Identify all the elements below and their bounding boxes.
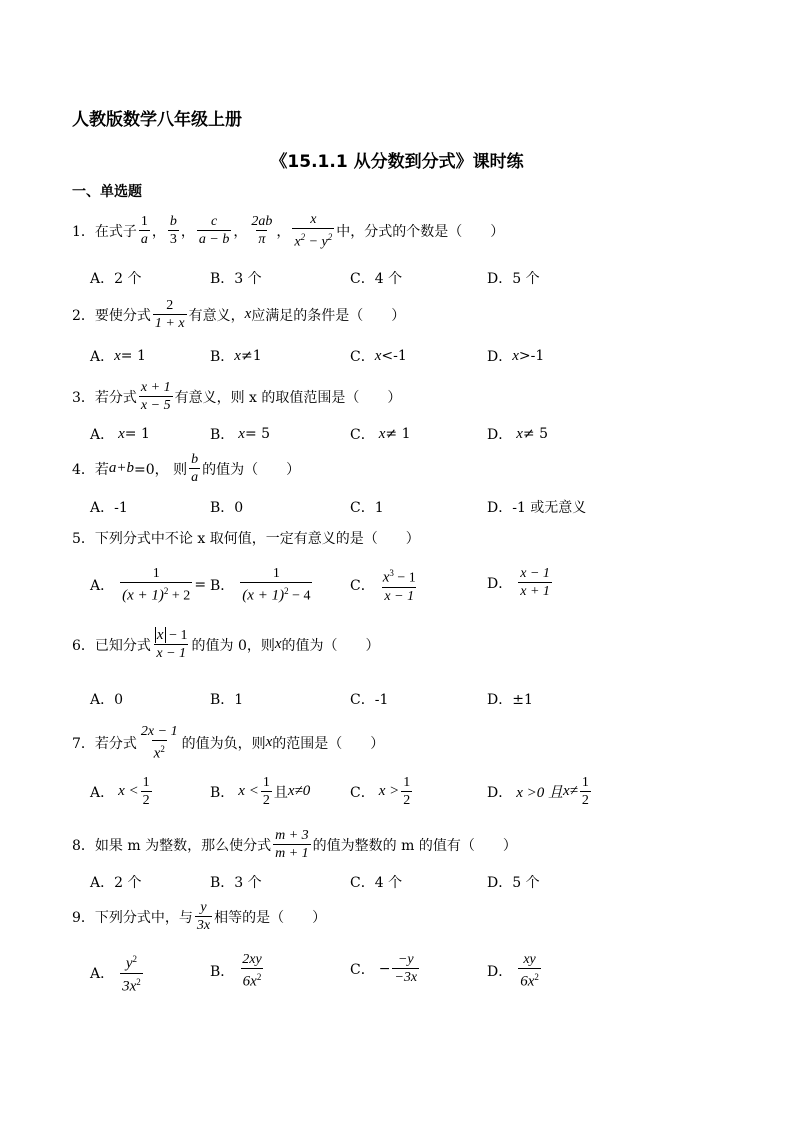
question-6: 6．已知分式 $\frac{x - 1}{x - 1}$ 的值为 0，则 x 的值为（ ） (72, 627, 380, 661)
option-c[interactable]: C．4 个 (350, 271, 403, 287)
option-b[interactable]: B．1 (210, 692, 244, 708)
option-b[interactable]: B． $\frac{2xy}{6x^2}$ (210, 952, 262, 990)
option-c[interactable]: C．-1 (350, 692, 389, 708)
option-b[interactable]: B． $\frac{1}{(x + 1)^2 - 4}$ (210, 566, 311, 604)
option-a[interactable]: A． $\frac{y^2}{3x^2}$ (90, 954, 141, 995)
option-d[interactable]: D． x >-1 (487, 347, 545, 365)
option-a[interactable]: A． $\frac{1}{(x + 1)^2 + 2}$ = (90, 566, 207, 604)
fraction: $\frac{2x - 1}{x^2}$ (140, 724, 178, 762)
option-b[interactable]: B． x < $\frac{1}{2}$ 且 x≠0 (210, 775, 311, 808)
options-row (0, 689, 794, 729)
question-7: 7．若分式 $\frac{2x - 1}{x^2}$ 的值为负，则 x 的范围是（ ） (72, 724, 385, 762)
option-b[interactable]: B．3 个 (210, 875, 262, 891)
question-8: 8．如果 m 为整数，那么使分式 $\frac{m + 3}{m + 1}$ 的值为整数的 m 的值有（ ） (72, 828, 517, 861)
option-b[interactable]: B．3 个 (210, 271, 262, 287)
fraction: $\frac{2ab}{\pi}$ (251, 214, 273, 248)
question-5: 5．下列分式中不论 x 取何值，一定有意义的是（ ） (72, 531, 420, 547)
option-d[interactable]: D． $\frac{x - 1}{x + 1}$ (487, 566, 550, 599)
options-row (0, 952, 794, 995)
option-b[interactable]: B． x ≠1 (210, 347, 262, 365)
option-d[interactable]: D． $\frac{xy}{6x^2}$ (487, 952, 539, 990)
option-c[interactable]: C． $\frac{x^3 - 1}{x - 1}$ (350, 568, 416, 604)
fraction: $\frac{x}{x^2 - y^2}$ (294, 212, 333, 250)
fraction: $\frac{2}{1 + x}$ (154, 298, 185, 331)
fraction: $\frac{b}{a}$ (191, 452, 199, 485)
fraction: $\frac{c}{a - b}$ (198, 214, 230, 248)
question-3: 3．若分式 $\frac{x + 1}{x - 5}$ 有意义，则 x 的取值范围是（ ） (72, 380, 402, 413)
section-heading: 一、单选题 (72, 184, 142, 200)
fraction: $\frac{1}{a}$ (140, 214, 148, 248)
fraction: $\frac{x - 1}{x - 1}$ (156, 627, 188, 661)
option-a[interactable]: A． x = 1 (90, 425, 150, 443)
question-1: 1．在式子 $\frac{1}{a}$ ， $\frac{b}{3}$ ， $\frac{c}{a - b}$ ， $\frac{2ab}{\pi}$ ， $\frac{x}{x^2 - y^2}$ 中，分式的个数是（ ） (72, 212, 505, 250)
fraction: $\frac{b}{3}$ (169, 214, 177, 248)
page-title: 《15.1.1 从分数到分式》课时练 (270, 152, 524, 172)
option-b[interactable]: B． x = 5 (210, 425, 271, 443)
option-a[interactable]: A．2 个 (90, 271, 142, 287)
fraction: $\frac{x + 1}{x - 5}$ (140, 380, 171, 413)
option-d[interactable]: D． x >0 且 x≠ $\frac{1}{2}$ (487, 775, 589, 808)
option-c[interactable]: C． x > $\frac{1}{2}$ (350, 775, 411, 808)
option-c[interactable]: C．4 个 (350, 875, 403, 891)
option-c[interactable]: C．1 (350, 500, 384, 516)
option-d[interactable]: D．-1 或无意义 (487, 500, 587, 516)
question-text: 中，分式的个数是（ ） (336, 223, 505, 240)
question-text: 1．在式子 (72, 223, 137, 240)
option-a[interactable]: A．2 个 (90, 875, 142, 891)
options-row (0, 775, 794, 815)
option-d[interactable]: D．5 个 (487, 875, 540, 891)
option-d[interactable]: D．±1 (487, 692, 533, 708)
options-row (0, 566, 794, 606)
textbook-header: 人教版数学八年级上册 (72, 110, 242, 130)
option-c[interactable]: C． − $\frac{-y}{-3x}$ (350, 952, 418, 985)
option-b[interactable]: B．0 (210, 500, 244, 516)
option-d[interactable]: D．5 个 (487, 271, 540, 287)
option-a[interactable]: A．-1 (90, 500, 128, 516)
fraction: $\frac{y}{3x}$ (196, 900, 211, 933)
option-a[interactable]: A．0 (90, 692, 124, 708)
question-9: 9．下列分式中，与 $\frac{y}{3x}$ 相等的是（ ） (72, 900, 327, 933)
option-c[interactable]: C． x <-1 (350, 347, 407, 365)
option-c[interactable]: C． x ≠ 1 (350, 425, 411, 443)
option-d[interactable]: D． x ≠ 5 (487, 425, 548, 443)
question-4: 4．若 a+b =0， 则 $\frac{b}{a}$ 的值为（ ） (72, 452, 301, 485)
question-2: 2．要使分式 $\frac{2}{1 + x}$ 有意义， x 应满足的条件是（ ） (72, 298, 406, 331)
option-a[interactable]: A． x < $\frac{1}{2}$ (90, 775, 150, 808)
option-a[interactable]: A． x = 1 (90, 347, 146, 365)
fraction: $\frac{m + 3}{m + 1}$ (275, 828, 309, 861)
